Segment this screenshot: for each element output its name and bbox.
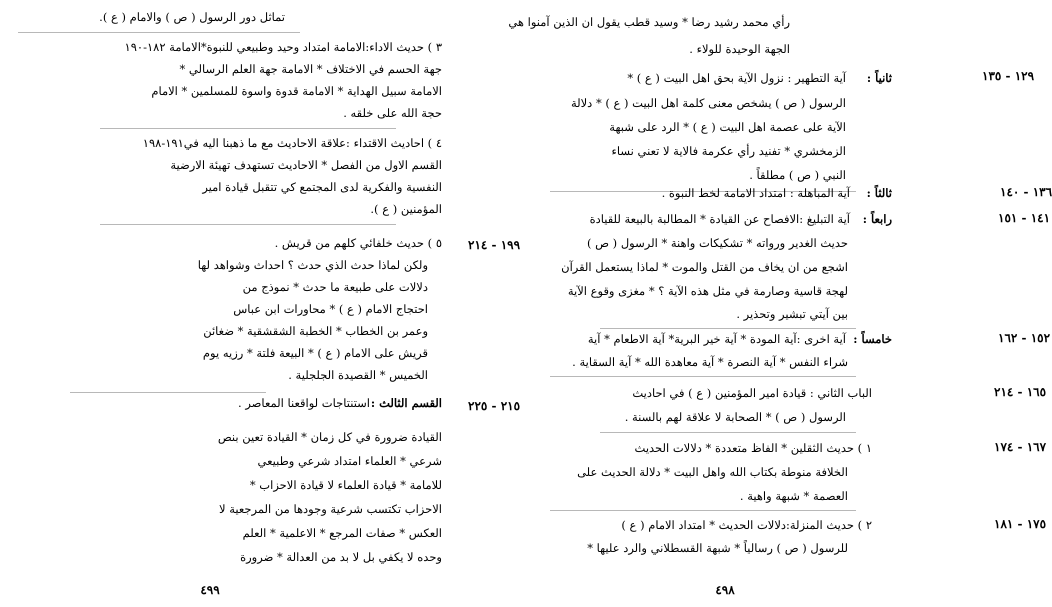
entry-line: وحده لا يكفي بل لا بد من العدالة * ضرورة [240, 550, 442, 564]
entry-line: الآية على عصمة اهل البيت ( ع ) * الرد على شبهة [609, 120, 846, 134]
divider [550, 510, 856, 511]
entry-line: رأي محمد رشيد رضا * وسيد قطب يقول ان الذين آمنوا هي [508, 15, 790, 29]
section-heading: القسم الثالث : [370, 396, 442, 410]
entry-line: المؤمنين ( ع ). [370, 202, 442, 216]
divider [18, 32, 300, 33]
section-heading: ثانياً : [866, 71, 892, 85]
entry-line: حديث الغدير ورواته * تشكيكات واهنة * الرسول ( ص ) [586, 236, 848, 250]
entry-line: الاحزاب تكتسب شرعية وجودها من المرجعية لا [219, 502, 442, 516]
entry-line: للامامة * قيادة العلماء لا قيادة الاحزاب * [249, 478, 442, 492]
page-number: ٤٩٨ [715, 583, 735, 597]
entry-line: شرعي * العلماء امتداد شرعي وطبيعي [257, 454, 442, 468]
entry-line: العصمة * شبهة واهية . [739, 489, 848, 503]
page-range: ١٤١ - ١٥١ [998, 211, 1051, 225]
entry-line: ٤ ) احاديث الاقتداء :علاقة الاحاديث مع ما ذهبنا اليه في١٩١-١٩٨ [142, 136, 442, 150]
entry-line: ١ ) حديث الثقلين * الفاظ متعددة * دلالات الحديث [634, 441, 872, 455]
page-number: ٤٩٩ [200, 583, 220, 597]
entry-line: الرسول ( ص ) * الصحابة لا علاقة لهم بالسنة . [624, 410, 846, 424]
entry-line: آية اخرى :آية المودة * آية خير البرية* آية الاطعام * آية [587, 332, 846, 346]
divider [550, 376, 856, 377]
page-range: ١٥٢ - ١٦٢ [998, 331, 1051, 345]
right-page [450, 0, 1052, 607]
entry-line: قريش على الامام ( ع ) * البيعة فلتة * رزيه يوم [202, 346, 428, 360]
entry-line: النفسية والفكرية لدى المجتمع كي تتقبل قيادة امير [202, 180, 442, 194]
entry-line: احتجاج الامام ( ع ) * محاورات ابن عباس [233, 302, 428, 316]
entry-line: الخلافة منوطة بكتاب الله واهل البيت * دلالة الحديث على [577, 465, 848, 479]
page-range: ١٢٩ - ١٣٥ [982, 69, 1035, 83]
entry-line: آية التبليغ :الافصاح عن القيادة * المطالبة بالبيعة للقيادة [589, 212, 850, 226]
entry-line: النبي ( ص ) مطلقاً . [749, 168, 846, 182]
entry-line: الامامة سبيل الهداية * الامامة قدوة واسوة للمسلمين * الامام [151, 84, 442, 98]
entry-line: ٥ ) حديث خلفائي كلهم من قريش . [274, 236, 442, 250]
divider [600, 432, 856, 433]
page-range: ١٦٥ - ٢١٤ [994, 385, 1047, 399]
entry-line: ولكن لماذا حدث الذي حدث ؟ احداث وشواهد لها [197, 258, 428, 272]
entry-line: شراء النفس * آية النصرة * آية معاهدة الله * آية السقاية . [572, 355, 848, 369]
entry-line: بين آيتي تبشير وتحذير . [736, 307, 848, 321]
entry-line: للرسول ( ص ) رسالياً * شبهة القسطلاني والرد عليها * [587, 541, 848, 555]
entry-line: تماثل دور الرسول ( ص ) والامام ( ع ). [99, 10, 285, 24]
section-heading: رابعاً : [862, 212, 892, 226]
section-heading: ثالثاً : [866, 186, 892, 200]
entry-line: وعمر بن الخطاب * الخطبة الشقشقية * ضغائن [203, 324, 428, 338]
entry-line: الرسول ( ص ) يشخص معنى كلمة اهل البيت ( ع ) * دلالة [570, 96, 846, 110]
entry-line: القسم الاول من الفصل * الاحاديث تستهدف تهيئة الارضية [170, 158, 442, 172]
entry-line: ٢ ) حديث المنزلة:دلالات الحديث * امتداد الامام ( ع ) [621, 518, 872, 532]
left-page [0, 0, 521, 607]
entry-line: استنتاجات لواقعنا المعاصر . [238, 396, 370, 410]
divider [100, 224, 396, 225]
entry-line: دلالات على طبيعة ما حدث * نموذج من [242, 280, 428, 294]
entry-line: لهجة قاسية وصارمة في مثل هذه الآية ؟ * مغزى وقوع الآية [567, 284, 848, 298]
divider [100, 128, 396, 129]
page-range: ١٧٥ - ١٨١ [994, 517, 1047, 531]
page-range: ١٣٦ - ١٤٠ [1000, 185, 1052, 199]
entry-line: جهة الحسم في الاختلاف * الامامة جهة العلم الرسالي * [179, 62, 442, 76]
entry-line: الخميس * القصيدة الجلجلية . [288, 368, 428, 382]
entry-line: آية المباهلة : امتداد الامامة لخط النبوة . [661, 186, 850, 200]
entry-line: الزمخشري * تفنيد رأي عكرمة فالاية لا تعني نساء [611, 144, 846, 158]
page-range: ١٦٧ - ١٧٤ [994, 440, 1047, 454]
section-heading: خامساً : [853, 332, 892, 346]
entry-line: ٣ ) حديث الاداء:الامامة امتداد وحيد وطبيعي للنبوة*الامامة ١٨٢-١٩٠ [124, 40, 442, 54]
entry-line: حجة الله على خلقه . [343, 106, 442, 120]
divider [600, 328, 856, 329]
page-range: ٢١٥ - ٢٢٥ [468, 399, 521, 413]
entry-line: القيادة ضرورة في كل زمان * القيادة تعين بنص [217, 430, 442, 444]
entry-line: الجهة الوحيدة للولاء . [689, 42, 790, 56]
page-range: ١٩٩ - ٢١٤ [468, 238, 521, 252]
entry-line: الباب الثاني : قيادة امير المؤمنين ( ع ) في احاديث [632, 386, 872, 400]
divider [70, 392, 266, 393]
entry-line: آية التطهير : نزول الآية بحق اهل البيت ( ع ) * [627, 71, 846, 85]
entry-line: اشجع من ان يخاف من القتل والموت * لماذا يستعمل القرآن [561, 260, 848, 274]
entry-line: العكس * صفات المرجع * الاعلمية * العلم [242, 526, 442, 540]
